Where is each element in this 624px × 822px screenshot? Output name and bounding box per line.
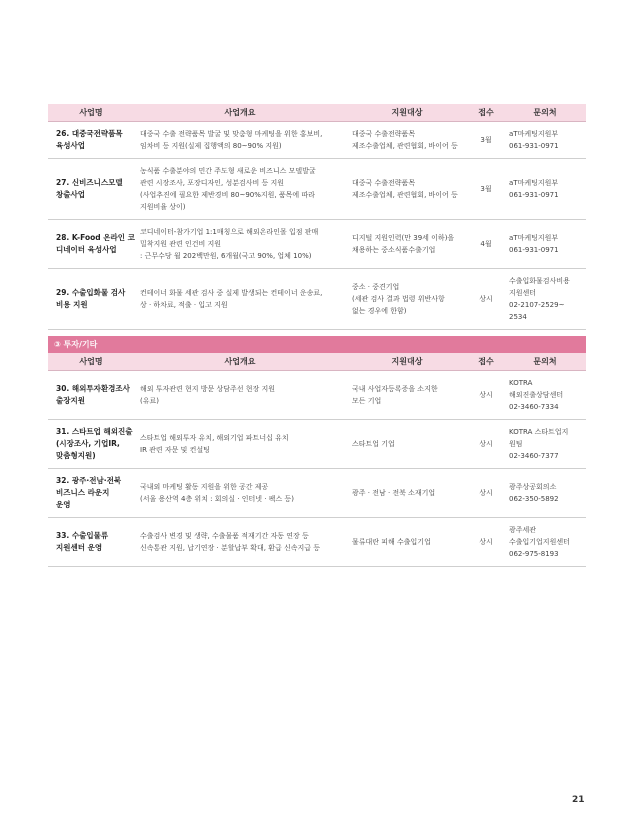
table-row xyxy=(48,269,586,330)
table-row xyxy=(48,469,586,518)
program-name-line: 32. 광주·전남·전북 xyxy=(56,476,122,485)
program-name-cell xyxy=(48,269,134,330)
overview-line: : 근무수당 월 202백만원, 6개월(국고 90%, 업체 10%) xyxy=(140,252,312,260)
application-period-cell xyxy=(468,420,504,469)
program-name-cell xyxy=(48,371,134,420)
program-name-cell xyxy=(48,122,134,159)
table-row xyxy=(48,220,586,269)
overview-cell xyxy=(134,469,346,518)
page-number: 21 xyxy=(572,795,585,805)
contact-line: 지원센터 xyxy=(509,289,537,297)
contact-line: 02-2107-2529~ xyxy=(509,301,565,309)
program-name-line: 29. 수출입화물 검사 xyxy=(56,288,126,297)
overview-line: 관련 시장조사, 포장디자인, 성분검사비 등 지원 xyxy=(140,179,285,187)
table-row xyxy=(48,159,586,220)
contact-line: 해외진출상담센터 xyxy=(509,391,564,399)
program-name-line: 비즈니스 라운지 xyxy=(56,488,110,497)
program-name-cell xyxy=(48,159,134,220)
overview-cell xyxy=(134,159,346,220)
table-header-row xyxy=(48,104,586,122)
contact-line: 061-931-0971 xyxy=(509,246,559,254)
overview-line: 컨테이너 화물 세관 검사 중 실제 발생되는 컨테이너 운송료, xyxy=(140,289,323,297)
application-period-line: 상시 xyxy=(479,489,493,497)
program-name-line: 창출사업 xyxy=(56,190,85,199)
program-name-line: 26. 대중국전략품목 xyxy=(56,129,123,138)
section-title-investment-other: ③ 투자/기타 xyxy=(48,336,586,353)
application-period-line: 3월 xyxy=(480,136,492,144)
target-cell xyxy=(346,220,468,269)
overview-line: 국내외 마케팅 활동 지원을 위한 공간 제공 xyxy=(140,483,269,491)
contact-line: 수출입기업지원센터 xyxy=(509,538,570,546)
program-name-line: 디네이터 육성사업 xyxy=(56,245,117,254)
program-name-line: 비용 지원 xyxy=(56,300,88,309)
program-name-cell xyxy=(48,518,134,567)
overview-line: 신속통관 지원, 납기연장 · 분할납부 확대, 환급 신속지급 등 xyxy=(140,544,321,552)
table-header-row xyxy=(48,353,586,371)
overview-line: 임차비 등 지원(실제 집행액의 80~90% 지원) xyxy=(140,142,282,150)
target-line: 디지털 지원인력(만 39세 이하)을 xyxy=(352,234,455,242)
application-period-cell xyxy=(468,469,504,518)
contact-line: 02-3460-7377 xyxy=(509,452,559,460)
application-period-cell xyxy=(468,220,504,269)
program-name-line: 30. 해외투자환경조사 xyxy=(56,384,130,393)
target-line: 중소 · 중견기업 xyxy=(352,283,400,291)
header-contact: 문의처 xyxy=(504,353,586,371)
application-period-line: 상시 xyxy=(479,440,493,448)
program-name-line: 28. K-Food 온라인 코 xyxy=(56,233,135,242)
support-program-page xyxy=(48,104,586,567)
target-line: 제조수출업체, 관련협회, 바이어 등 xyxy=(352,191,458,199)
target-line: 없는 경우에 한함) xyxy=(352,307,407,315)
overview-line: 코디네이터-참가기업 1:1매칭으로 해외온라인몰 입점 판매 xyxy=(140,228,319,236)
program-name-line: 27. 신비즈니스모델 xyxy=(56,178,123,187)
contact-line: 광주상공회의소 xyxy=(509,483,557,491)
program-name-cell xyxy=(48,469,134,518)
contact-cell xyxy=(504,269,586,330)
contact-line: 061-931-0971 xyxy=(509,191,559,199)
table-row xyxy=(48,122,586,159)
program-name-line: 운영 xyxy=(56,500,71,509)
target-line: 모든 기업 xyxy=(352,397,382,405)
header-application: 접수 xyxy=(468,104,504,122)
target-line: 채용하는 중소식품수출기업 xyxy=(352,246,436,254)
overview-cell xyxy=(134,371,346,420)
overview-line: IR 관련 자문 및 컨설팅 xyxy=(140,446,210,454)
contact-cell xyxy=(504,420,586,469)
contact-line: aT마케팅지원부 xyxy=(509,179,559,187)
contact-cell xyxy=(504,518,586,567)
overview-line: 농식품 수출분야의 민간 주도형 새로운 비즈니스 모델발굴 xyxy=(140,167,316,175)
contact-line: 062-975-8193 xyxy=(509,550,559,558)
program-name-line: 지원센터 운영 xyxy=(56,543,103,552)
contact-line: 2534 xyxy=(509,313,527,321)
header-target: 지원대상 xyxy=(346,104,468,122)
contact-line: 광주세관 xyxy=(509,526,537,534)
target-line: 제조수출업체, 관련협회, 바이어 등 xyxy=(352,142,458,150)
overview-cell xyxy=(134,420,346,469)
overview-line: 수출검사 변경 및 생략, 수출물품 적재기간 자동 연장 등 xyxy=(140,532,309,540)
overview-line: 해외 투자관련 현지 방문 상담주선 현장 지원 xyxy=(140,385,276,393)
contact-line: KOTRA xyxy=(509,379,533,387)
overview-line: (사업추진에 필요한 제반경비 80~90%지원, 품목에 따라 xyxy=(140,191,315,199)
contact-cell xyxy=(504,371,586,420)
target-line: 국내 사업자등록증을 소지한 xyxy=(352,385,438,393)
program-table-1 xyxy=(48,104,586,330)
application-period-cell xyxy=(468,159,504,220)
header-target: 지원대상 xyxy=(346,353,468,371)
target-cell xyxy=(346,371,468,420)
overview-line: (유료) xyxy=(140,397,159,405)
contact-line: 062-350-5892 xyxy=(509,495,559,503)
contact-line: 수출입화물검사비용 xyxy=(509,277,570,285)
contact-cell xyxy=(504,220,586,269)
overview-cell xyxy=(134,122,346,159)
program-name-cell xyxy=(48,220,134,269)
table-row xyxy=(48,518,586,567)
application-period-cell xyxy=(468,518,504,567)
contact-line: KOTRA 스타트업지 xyxy=(509,428,569,436)
target-line: 대중국 수출전략품목 xyxy=(352,130,416,138)
header-application: 접수 xyxy=(468,353,504,371)
overview-line: 스타트업 해외투자 유치, 해외기업 파트너십 유치 xyxy=(140,434,289,442)
header-program-name: 사업명 xyxy=(48,353,134,371)
contact-cell xyxy=(504,122,586,159)
contact-line: 02-3460-7334 xyxy=(509,403,559,411)
application-period-line: 상시 xyxy=(479,538,493,546)
header-contact: 문의처 xyxy=(504,104,586,122)
table-row xyxy=(48,420,586,469)
target-line: 광주 · 전남 · 전북 소재기업 xyxy=(352,489,436,497)
program-name-line: 맞춤형지원) xyxy=(56,451,96,460)
target-cell xyxy=(346,122,468,159)
contact-cell xyxy=(504,159,586,220)
application-period-line: 4월 xyxy=(480,240,492,248)
program-name-line: 출장지원 xyxy=(56,396,85,405)
header-program-name: 사업명 xyxy=(48,104,134,122)
target-line: 대중국 수출전략품목 xyxy=(352,179,416,187)
overview-line: (서울 용산역 4층 위치 : 회의실 · 인터넷 · 팩스 등) xyxy=(140,495,294,503)
target-line: 스타트업 기업 xyxy=(352,440,395,448)
header-overview: 사업개요 xyxy=(134,353,346,371)
program-name-line: 33. 수출입물류 xyxy=(56,531,109,540)
target-line: (세관 검사 결과 법령 위반사항 xyxy=(352,295,445,303)
target-cell xyxy=(346,420,468,469)
application-period-line: 상시 xyxy=(479,295,493,303)
overview-line: 대중국 수출 전략품목 발굴 및 맞춤형 마케팅을 위한 홍보비, xyxy=(140,130,323,138)
program-name-line: 31. 스타트업 해외진출 xyxy=(56,427,133,436)
program-name-cell xyxy=(48,420,134,469)
contact-line: aT마케팅지원부 xyxy=(509,130,559,138)
contact-line: 원팀 xyxy=(509,440,523,448)
table-row xyxy=(48,371,586,420)
program-name-line: (시장조사, 기업IR, xyxy=(56,439,120,448)
contact-cell xyxy=(504,469,586,518)
target-cell xyxy=(346,469,468,518)
contact-line: aT마케팅지원부 xyxy=(509,234,559,242)
target-cell xyxy=(346,269,468,330)
target-cell xyxy=(346,159,468,220)
program-name-line: 육성사업 xyxy=(56,141,85,150)
header-overview: 사업개요 xyxy=(134,104,346,122)
contact-line: 061-931-0971 xyxy=(509,142,559,150)
overview-cell xyxy=(134,518,346,567)
application-period-cell xyxy=(468,269,504,330)
overview-line: 상 · 하차료, 적출 · 입고 지원 xyxy=(140,301,228,309)
overview-cell xyxy=(134,269,346,330)
application-period-cell xyxy=(468,122,504,159)
overview-line: 지원비율 상이) xyxy=(140,203,186,211)
application-period-cell xyxy=(468,371,504,420)
program-table-2 xyxy=(48,353,586,567)
overview-cell xyxy=(134,220,346,269)
overview-line: 밀착지원 관련 인건비 지원 xyxy=(140,240,222,248)
application-period-line: 3월 xyxy=(480,185,492,193)
application-period-line: 상시 xyxy=(479,391,493,399)
target-cell xyxy=(346,518,468,567)
target-line: 물류대란 피해 수출입기업 xyxy=(352,538,431,546)
